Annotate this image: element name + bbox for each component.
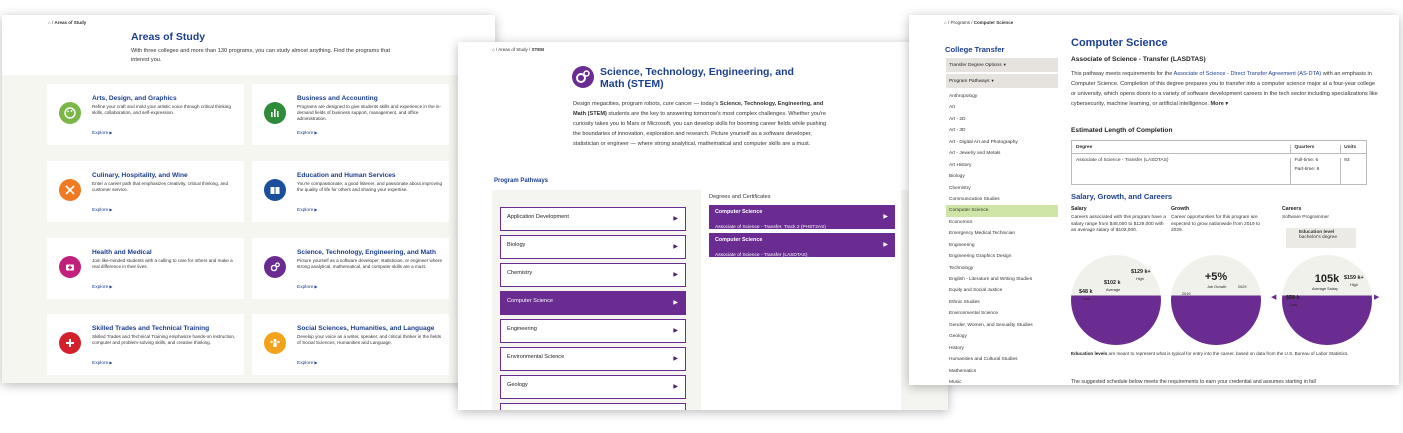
career-name: Software Programmer (1282, 215, 1329, 220)
pathway-button[interactable]: Engineering ▶ (500, 319, 686, 343)
degree-card[interactable]: Computer Science Associate of Science - Transfer (LASDTAS) ▶ (709, 233, 895, 257)
area-card-desc: Enter a career path that emphasizes creativity, critical thinking, and customer service. (92, 180, 229, 192)
degree-card[interactable]: Computer Science Associate of Science - Transfer, Track 2 (PHST2AS) ▶ (709, 205, 895, 229)
degree-list (709, 205, 893, 257)
page-intro: Design megacities, program robots, cure cancer — today's Science, Technology, Engineering, and Math (STEM) students are the key to answering tomorrow's most complex challenges. Whether you're curiosity takes you to Mars or Microsoft, you can develop skills for booming career fields while pushing the boundaries of innovation, exploration and research. Picture yourself as a software developer, statistician or engineer — where strong analytical, mathematical and computer skills are a must. (573, 101, 827, 147)
sidebar-item[interactable]: Economics (949, 219, 973, 225)
more-toggle[interactable]: More ▾ (1210, 101, 1229, 107)
sidebar-item[interactable]: Engineering Graphics Design (949, 254, 1012, 260)
sidebar-item[interactable]: Geology (949, 334, 967, 340)
program-description: This pathway meets requirements for the Associate of Science - Direct Transfer Agreement (AS-DTA) with an emphasis in Computer Science. Completion of this degree prepares you to transfer into a computer science major at a four-year college or university, which opens doors to a variety of software development careers in the tech sector including specializations like cybersecurity, machine learning, or artificial intelligence. More ▾ (1071, 71, 1378, 107)
area-card-desc: Programs are designed to give students skills and experience in the in-demand fields of business support, management, and office administration. (297, 104, 442, 121)
sidebar-item[interactable]: Computer Science (946, 205, 1058, 216)
sidebar-item[interactable]: Music (949, 379, 962, 385)
sidebar-item[interactable]: Art - Digital Art and Photography (949, 139, 1018, 145)
area-card[interactable] (252, 314, 449, 375)
area-card-title[interactable]: Skilled Trades and Technical Training (92, 325, 210, 333)
schedule-intro: The suggested schedule below meets the requirements to earn your credential and assumes starting in fall (1071, 379, 1316, 385)
areas-of-study-panel (2, 15, 495, 383)
sidebar-title: College Transfer (945, 45, 1005, 54)
pathway-button[interactable]: Chemistry ▶ (500, 263, 686, 287)
explore-link[interactable]: Explore ▶ (92, 207, 112, 213)
area-card[interactable] (47, 314, 244, 375)
pathway-button[interactable]: Environmental Science ▶ (500, 347, 686, 371)
sidebar-item[interactable]: Biology (949, 174, 965, 180)
sidebar-item[interactable]: History (949, 345, 964, 351)
explore-link[interactable]: Explore ▶ (92, 284, 112, 290)
salary-text: Careers associated with this program have a salary range from $48,000 to $129,000 with an average salary of $102,000. (1071, 215, 1166, 233)
computer-science-panel (909, 15, 1399, 385)
salary-growth-heading: Salary, Growth, and Careers (1071, 192, 1173, 201)
breadcrumb: ⌂ / Programs / Computer Science (944, 20, 1014, 25)
table-row: Associate of Science - Transfer (LASDTAS) Full-time: 6 Part-time: 9 93 (1072, 154, 1366, 184)
completion-table (1071, 140, 1367, 185)
palette-icon (59, 102, 81, 124)
area-card-title[interactable]: Education and Human Services (297, 171, 396, 179)
sidebar-item[interactable]: Gender, Women, and Sexuality Studies (949, 322, 1033, 328)
area-card-title[interactable]: Culinary, Hospitality, and Wine (92, 171, 188, 179)
next-career-arrow[interactable]: ▶ (1374, 294, 1380, 301)
breadcrumb: ⌂ / Areas of Study (48, 20, 87, 25)
dta-link[interactable]: Associate of Science - Direct Transfer Agreement (AS-DTA) (1173, 71, 1322, 77)
salary-gauge: $129 k+ High $102 k Average $48 k Low (1071, 255, 1161, 345)
breadcrumb: ⌂ / Areas of Study / STEM (492, 47, 545, 52)
salary-heading: Salary (1071, 206, 1087, 212)
growth-heading: Growth (1171, 206, 1190, 212)
gears-icon (572, 66, 594, 88)
home-icon[interactable]: ⌂ (492, 47, 495, 52)
sidebar-item[interactable]: Chemistry (949, 185, 971, 191)
explore-link[interactable]: Explore ▶ (297, 360, 317, 366)
area-card[interactable] (252, 84, 449, 145)
sidebar-item[interactable]: Environmental Science (949, 311, 999, 317)
gears-icon (264, 256, 286, 278)
page-title: Science, Technology, Engineering, and Math (STEM) (600, 66, 794, 90)
sidebar-item[interactable]: Engineering (949, 242, 975, 248)
hero (2, 15, 495, 75)
area-card-title[interactable]: Health and Medical (92, 248, 152, 256)
bar-chart-icon (264, 102, 286, 124)
stem-panel (458, 42, 948, 410)
breadcrumb-current: Areas of Study (54, 20, 87, 25)
sidebar-item[interactable]: Technology (949, 265, 974, 271)
area-card[interactable] (47, 84, 244, 145)
book-icon (264, 179, 286, 201)
area-card-desc: Refine your craft and mold your artistic voice through critical thinking skills, collaboration, and self-expression. (92, 104, 231, 115)
pathway-button[interactable]: Geology ▶ (500, 375, 686, 399)
sidebar-item[interactable]: Humanities and Cultural Studies (949, 357, 1018, 363)
area-card-title[interactable]: Science, Technology, Engineering, and Math (297, 248, 436, 256)
growth-gauge: +5% Job Growth 2019 2029 (1171, 255, 1261, 345)
area-card-desc: Develop your voice as a writer, speaker, and critical thinker in the fields of Social Sciences, Humanities and Language. (297, 334, 442, 346)
breadcrumb-link[interactable]: Areas of Study (498, 47, 528, 52)
pathway-button[interactable] (500, 403, 686, 410)
pathway-button[interactable]: Biology ▶ (500, 235, 686, 259)
area-card-desc: Picture yourself as a software developer, statistician, or engineer where strong analytical, mathematical, and computer skills are a must. (297, 257, 443, 269)
explore-link[interactable]: Explore ▶ (92, 360, 112, 366)
area-card-grid (2, 75, 495, 383)
area-card-title[interactable]: Business and Accounting (297, 95, 378, 102)
page-intro: With three colleges and more than 130 programs, you can study almost anything. Find the programs that interest you. (131, 48, 391, 63)
area-card[interactable] (252, 161, 449, 222)
education-level-box: Education level bachelor's degree (1286, 228, 1356, 248)
education-note: Education levels are meant to represent what is typical for entry into the career, based on data from the U.S. Bureau of Labor Statistics. (1071, 351, 1349, 356)
area-card-desc: You're compassionate, a good listener, and passionate about improving the quality of life for others and sharing your expertise. (297, 180, 442, 192)
utensils-icon (59, 179, 81, 201)
tools-icon (59, 332, 81, 354)
people-icon (264, 332, 286, 354)
breadcrumb-current: STEM (531, 47, 545, 52)
program-pathways-dropdown[interactable]: Program Pathways ▼ (946, 74, 1058, 88)
explore-link[interactable]: Explore ▶ (297, 207, 317, 213)
home-icon[interactable]: ⌂ (48, 20, 51, 25)
explore-link[interactable]: Explore ▶ (297, 284, 317, 290)
sidebar-item[interactable]: Emergency Medical Technician (949, 231, 1016, 237)
completion-heading: Estimated Length of Completion (1071, 127, 1173, 134)
pathways-area (492, 190, 948, 410)
degree-subtitle: Associate of Science - Transfer (LASDTAS) (1071, 56, 1206, 63)
sidebar-item[interactable]: Mathematics (949, 368, 977, 374)
explore-link[interactable]: Explore ▶ (92, 130, 112, 136)
sidebar-item[interactable]: Equity and Social Justice (949, 288, 1003, 294)
breadcrumb-current: Computer Science (973, 20, 1014, 25)
transfer-degree-dropdown[interactable]: Transfer Degree Options ▼ (946, 58, 1058, 72)
breadcrumb-link[interactable]: Programs (950, 20, 970, 25)
page-title: Areas of Study (131, 31, 206, 43)
area-card-title[interactable]: Arts, Design, and Graphics (92, 95, 177, 102)
area-card-desc: Join like-minded students with a calling to care for others and make a real difference in their lives. (92, 257, 233, 269)
sidebar-item[interactable]: Art - Jewelry and Metals (949, 151, 1001, 157)
degrees-box (701, 190, 901, 410)
degrees-heading: Degrees and Certificates (709, 194, 771, 200)
pathways-heading: Program Pathways (494, 178, 549, 184)
prev-career-arrow[interactable]: ◀ (1271, 294, 1277, 301)
sidebar-item[interactable]: Ethnic Studies (949, 299, 980, 305)
sidebar-item[interactable]: English - Literature and Writing Studies (949, 277, 1033, 282)
home-icon[interactable]: ⌂ (944, 20, 947, 25)
careers-heading: Careers (1282, 206, 1302, 212)
area-card[interactable] (47, 161, 244, 222)
pathway-button[interactable]: Computer Science ▶ (500, 291, 686, 315)
table-header: Degree Quarters Units (1072, 141, 1366, 154)
sidebar-item[interactable]: Art History (949, 162, 972, 168)
growth-text: Career opportunities for this program are expected to grow nationwide from 2019 to 2029. (1171, 215, 1261, 233)
area-card[interactable] (47, 238, 244, 299)
sidebar-item[interactable]: Communication Studies (949, 196, 1000, 202)
sidebar-item[interactable]: Art - 2D (949, 116, 966, 122)
area-card-desc: Skilled Trades and Technical Training emphasize hands-on instruction, computer and problem-solving skills, and creative thinking. (92, 334, 236, 346)
area-card-title[interactable]: Social Sciences, Humanities, and Language (297, 325, 435, 333)
sidebar-item[interactable]: Art (949, 105, 956, 111)
sidebar-item[interactable]: Anthropology (949, 94, 978, 99)
pathway-button[interactable]: Application Development ▶ (500, 207, 686, 231)
page-title: Computer Science (1071, 37, 1168, 49)
area-card[interactable] (252, 238, 449, 299)
sidebar-item[interactable]: Art - 3D (949, 128, 966, 134)
medical-kit-icon (59, 256, 81, 278)
sidebar-list (946, 91, 1058, 385)
explore-link[interactable]: Explore ▶ (297, 130, 317, 136)
career-salary-gauge: 105k Average Salary $159 k+ High $58 k Low (1282, 255, 1372, 345)
